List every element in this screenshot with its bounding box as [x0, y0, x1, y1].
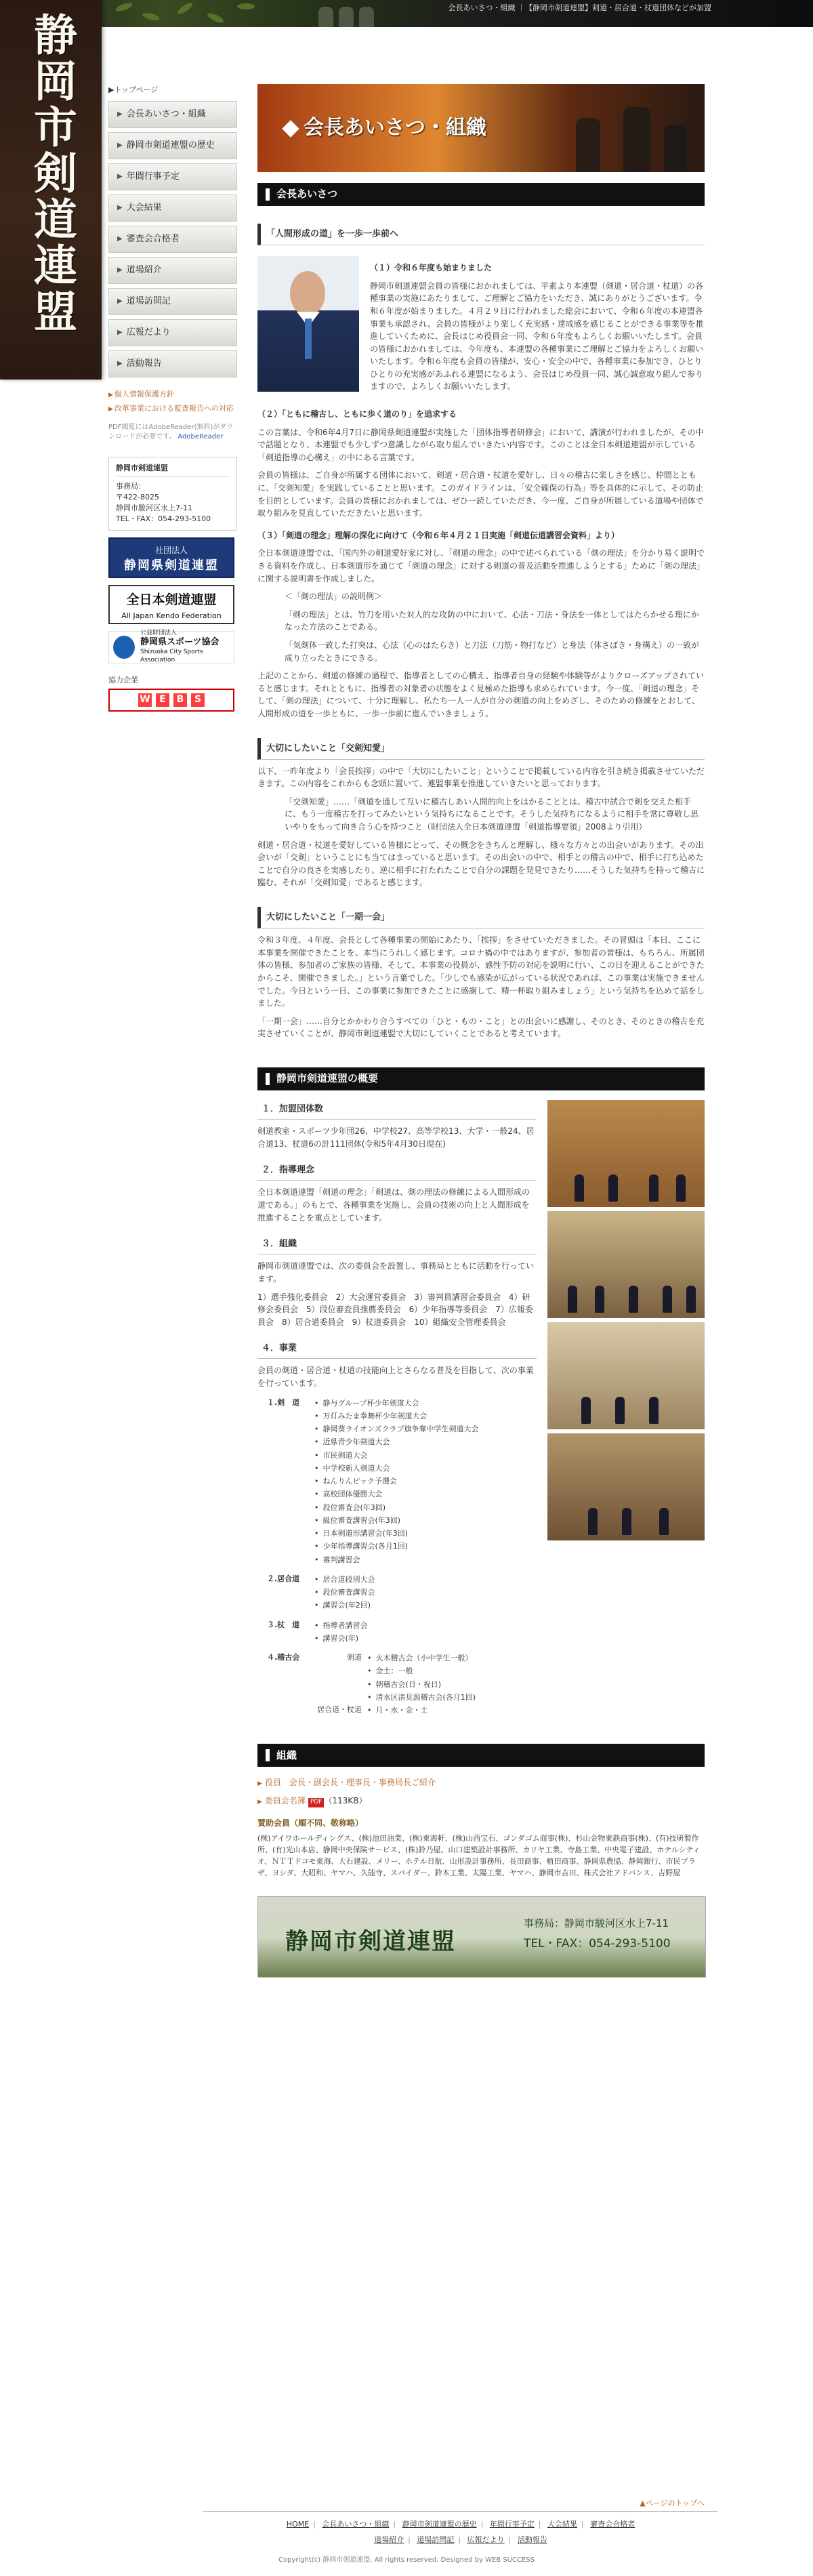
- greeting-intro-heading: （１）令和６年度も始まりました: [370, 263, 493, 273]
- sidebar-item-label: 広報だより: [126, 327, 171, 338]
- practice-photo: [547, 1100, 705, 1207]
- kendo-silhouette: [318, 7, 333, 27]
- arrow-right-icon: ▶: [117, 235, 123, 243]
- address-street: 静岡市駿河区水上7-11: [116, 503, 192, 512]
- logo-title[interactable]: 静岡市剣道連盟: [26, 12, 77, 335]
- list-item: • 少年指導講習会(各月1回): [314, 1540, 479, 1553]
- footer-link-home[interactable]: HOME: [286, 2520, 310, 2529]
- greeting-2b-text: 会員の皆様は、ご自身が所属する団体において、剣道・居合道・杖道を愛好し、日々の稽古に楽しさを感じ、仲間とともに、「交剣知愛」を実践していることと思います。このガイドラインは、「安全確保の行為」等を具体的に示して、その防止を目的としています。会員の皆様におかれましては、ぜひ一読していただき、今一度、ご自身が所属している道場や団体で取り組みを見直していただきたいと思います。: [257, 470, 704, 518]
- cherish-1b-text: 剣道・居合道・杖道を愛好している皆様にとって、その概念をきちんと理解し、様々な方々との出会いがあります。その出会いが「交剣」ということにも当てはまっていると思います。その出会いの中で、相手との稽古の中で、相手に打ち込めたことで自分の良さを実感したり、逆に相手に打たれたことで自分の課題を発見できたり……そうした気持ちを持って稽古に臨む、それが「交剣知愛」であると感じます。: [257, 840, 705, 888]
- list-item: • 金土：一般: [367, 1664, 476, 1677]
- audit-report-link[interactable]: ▶ 改革事業における監査報告への対応: [108, 403, 234, 413]
- footer-banner: [257, 1896, 706, 1978]
- address-tel: TEL・FAX：054-293-5100: [116, 514, 211, 523]
- sidebar-item-exam-passers[interactable]: [108, 226, 237, 253]
- quote-heading: ＜「剣の理法」の説明例＞: [285, 592, 383, 602]
- footer-banner-address: 事務局：静岡市駿河区水上7-11: [524, 1917, 669, 1930]
- list-item: • 審判講習会: [314, 1553, 479, 1566]
- sidebar-item-history[interactable]: [108, 132, 237, 159]
- pagetop-link[interactable]: ▲ページのトップへ: [640, 2499, 705, 2508]
- cherish-1-heading: 大切にしたいこと「交剣知愛」: [257, 738, 705, 760]
- leaf-decoration: [142, 12, 160, 22]
- leaf-decoration: [114, 1, 133, 13]
- hero-banner: [257, 84, 705, 172]
- greeting-3-heading: （３）「剣道の理念」理解の深化に向けて（令和６年４月２１日実施「剣道伝道講習会資料」より）: [257, 530, 620, 540]
- sidebar-item-label: 静岡市剣道連盟の歴史: [126, 140, 215, 150]
- address-title: 静岡市剣道連盟: [116, 463, 230, 477]
- kendo-silhouette: [359, 7, 374, 27]
- list-item: • 中学校新人剣道大会: [314, 1462, 479, 1475]
- site-logo[interactable]: [0, 0, 102, 380]
- sidebar-item-label: 大会結果: [126, 202, 162, 213]
- arrow-right-icon: ▶: [117, 360, 123, 368]
- footer-nav: HOME | 会長あいさつ・組織 | 静岡市剣道連盟の歴史 | 年間行事予定 | 大会結果 | 審査会合格者 道場紹介 | 道場訪問記 | 広報だより | 活動報告: [203, 2511, 718, 2550]
- shizuoka-pref-kendo-banner[interactable]: 社団法人 静岡県剣道連盟: [108, 537, 234, 578]
- sponsor-list: (株)アイワホールディングス、(株)池田油業、(株)東海軒、(株)山西宝石、ゴンダゴム商事(株)、杉山金物東鉄商事(株)、(有)技研製作所、(有)光山本店、静岡中央保険サービス、(株)鈴乃屋、山口建築設計事務所、カリヤ工業、寺島工業、中央電子建設、ホテルシティオ、ＮＴＴドコモ東海、大石建設、メリー、ホテル日航、山形設計事務所、長田商事、植田商事、静岡県農協、静岡銀行、市民プラザ、ヨシダ、大昭和、ヤマハ、久能寺、スパイダー、鈴木工業、太陽工業、ヤマハ、静岡市吉田、株式会社アドバンス、吉野屋: [257, 1833, 701, 1877]
- arrow-right-icon: ▶: [117, 142, 123, 150]
- list-item: • 日本剣道形講習会(年3回): [314, 1527, 479, 1540]
- activity-group-iaido: ２.居合道 • 居合道段別大会 • 段位審査講習会 • 講習会(年2回): [257, 1573, 537, 1612]
- triangle-right-icon: ▶: [108, 405, 113, 413]
- footer-link-newsletter[interactable]: 広報だより: [467, 2535, 505, 2545]
- page-title: 会長あいさつ・組織: [285, 113, 486, 144]
- activity-group-jodo: ３.杖 道 • 指導者講習会 • 講習会(年): [257, 1619, 537, 1645]
- list-item: • 段位審査講習会: [314, 1586, 375, 1599]
- address-office: 事務局：: [116, 481, 146, 491]
- list-item: • 指導者講習会: [314, 1619, 368, 1632]
- activity-group-keiko: ４.稽古会 剣道 • 火木稽古会（小中学生一般） • 金土：一般 • 朝稽古会(日・祝日) • 清水区清見潟稽古会(各月1回) 居合道・杖道 • 月・水・金・土: [257, 1652, 537, 1717]
- list-item: • 静岡葵ライオンズクラブ旗争奪中学生剣道大会: [314, 1423, 479, 1435]
- section-mark-icon: [266, 1073, 270, 1085]
- sidebar-toppage-link[interactable]: ▶トップページ: [108, 85, 159, 94]
- cherish-2-text: 令和３年度、４年度、会長として各種事業の開始にあたり、「挨拶」をさせていただきました。その冒頭は「本日、ここに本事業を開催できたことを、本当にうれしく感じます。コロナ禍の中ではありますが、参加者の皆様は、もちろん、所属団体の皆様、参加者のご家族の皆様、そして、本事業の役員が、感性予防の対応を説明に行い、この日を迎えることができたからこそ、開催できました。」という言葉でした。「少しでも感染が広がっている状況であれば、この事業は実施できませんでした。今日という一日、この事業に参加できたことに感謝して、精一杯取り組みましょう」という気持ちを込めて話をしました。: [257, 935, 705, 1008]
- cherish-2b-text: 「一期一会」……自分とかかわり合うすべての「ひと・もの・こと」との出会いに感謝し、そのとき、そのときの稽古を充実させていくことが、静岡市剣道連盟で大切にしていくことであると考えています。: [257, 1016, 705, 1039]
- list-item: • 朝稽古会(日・祝日): [367, 1678, 476, 1691]
- list-item: • 月・水・金・土: [367, 1704, 428, 1717]
- practice-photo: [547, 1322, 705, 1429]
- adobe-reader-link[interactable]: AdobeReader: [178, 432, 224, 441]
- overview-photos: [547, 1100, 705, 1723]
- kendo-silhouette: [339, 7, 354, 27]
- sports-association-banner[interactable]: 公益財団法人 静岡県スポーツ協会 Shizuoka City Sports Association: [108, 631, 234, 663]
- sidebar-item-label: 道場訪問記: [126, 295, 171, 306]
- overview-2-text: 全日本剣道連盟「剣道の理念」「剣道は、剣の理法の修練による人間形成の道である。」のもとで、各種事業を実施し、会員の技術の向上と人間形成を推進することを重点としています。: [257, 1187, 530, 1223]
- list-item: • 高校団体優勝大会: [314, 1488, 479, 1500]
- arrow-right-icon: ▶: [117, 173, 123, 181]
- copyright: Copyright(c) 静岡市剣道連盟. All rights reserved. Designed by WEB SUCCESS: [278, 2556, 535, 2564]
- sidebar: [108, 84, 237, 712]
- activity-group-kendo: １.剣 道 • 静与グループ杯少年剣道大会 • 万灯みたま拳舞杯少年剣道大会 • 静岡葵ライオンズクラブ旗争奪中学生剣道大会 • 近県青少年剣道大会 • 市民剣道大会 • 中学校新人剣道大会 • ねんりんピック予選会 • 高校団体優勝大会 • 段位審査会(年3回) • 級位審査講習会(年3回) • 日本剣道形講習会(年3回) • 少年指導講習会(各月1回) • 審判講習会: [257, 1397, 537, 1566]
- greeting-3-text: 全日本剣道連盟では、「国内外の剣道愛好家に対し、「剣道の理念」の中で述べられている「剣の理法」を分かり易く説明できる資料を作成し、日本剣道形を通じて「剣道の理念」に対する剣道の普及活動を推進しようとする」ために「剣の理法」に関する説明書を作成しました。: [257, 548, 705, 584]
- footer-link-schedule[interactable]: 年間行事予定: [489, 2520, 535, 2529]
- coop-label: 協力企業: [108, 675, 138, 684]
- list-item: • 段位審査会(年3回): [314, 1501, 479, 1514]
- org-section-bar: 組織: [257, 1744, 705, 1767]
- list-item: • ねんりんピック予選会: [314, 1475, 479, 1488]
- kendo-figure: [664, 125, 687, 172]
- leaf-decoration: [206, 12, 224, 24]
- greeting-heading: 「人間形成の道」を一歩一歩前へ: [257, 224, 705, 245]
- list-item: • 市民剣道大会: [314, 1449, 479, 1462]
- sidebar-item-newsletter[interactable]: [108, 319, 237, 346]
- footer-link-exam-passers[interactable]: 審査会合格者: [590, 2520, 635, 2529]
- webs-banner[interactable]: W E B S: [108, 689, 234, 712]
- list-item: • 講習会(年2回): [314, 1599, 375, 1612]
- list-item: • 火木稽古会（小中学生一般）: [367, 1652, 476, 1664]
- footer-banner-name: 静岡市剣道連盟: [285, 1928, 456, 1956]
- list-item: • 級位審査講習会(年3回): [314, 1514, 479, 1527]
- header-tagline: 会長あいさつ・組織 ｜【静岡市剣道連盟】剣道・居合道・杖道団体などが加盟: [448, 3, 711, 12]
- cherish-1-quote: 「交剣知愛」……「剣道を通して互いに稽古しあい人間的向上をはかることとは、稽古中試合で剣を交えた相手に、もう一度稽古を打ってみたいという気持ちになることです。そうした気持ちになるように相手を常に尊敬し思いやりをもって向き合う心を持つこと（財団法人全日本剣道連盟「剣道指導要領」2008より引用）: [285, 796, 699, 832]
- footer-link-history[interactable]: 静岡市剣道連盟の歴史: [402, 2520, 477, 2529]
- sidebar-item-label: 会長あいさつ・組織: [126, 108, 206, 119]
- triangle-right-icon: ▶: [257, 1780, 262, 1788]
- list-item: • 清水区清見潟稽古会(各月1回): [367, 1691, 476, 1704]
- cherish-1-text: 以下、一昨年度より「会長挨拶」の中で「大切にしたいこと」ということで掲載している内容を引き続き掲載させていただきます。この内容をこれからも念頭に置いて、連盟事業を推進していきたいと思っております。: [257, 766, 705, 789]
- header-banner: [0, 0, 813, 27]
- greeting-section-bar: 会長あいさつ: [257, 183, 705, 206]
- quote-text: 「気剣体一致した打突は、心法（心のはたらき）と刀法（刀筋・物打など）と身法（体さばき・身構え）の一致が成り立ったときにできる。: [285, 640, 700, 663]
- overview-3-list: 1）選手強化委員会 2）大会運営委員会 3）審判員講習会委員会 4）研修会委員会 5）段位審査員推薦委員会 6）少年指導等委員会 7）広報委員会 8）居合道委員会 9）杖道委員会 10）組織安全管理委員会: [257, 1292, 533, 1327]
- greeting-2-heading: （２）「ともに稽古し、ともに歩く道のり」を追求する: [257, 409, 457, 420]
- greeting-3b-text: 上記のことから、剣道の修練の過程で、指導者としての心構え、指導者自身の経験や体験等がよりクローズアップされていると感じます。それとともに、指導者の対象者の状態をよく見極めた指導も求められています。今一度、「剣道の理念」そして、「剣の理法」について、十分に理解し、私たち一人一人が自分の剣道の向上をめざし、そのための修練をとおして、人間形成の道を一歩ともに、一歩一歩前に進んでいきましょう。: [257, 671, 705, 718]
- sidebar-item-dojo[interactable]: [108, 257, 237, 284]
- triangle-right-icon: ▶: [257, 1799, 262, 1806]
- sidebar-item-results[interactable]: [108, 195, 237, 222]
- sports-association-logo-icon: [113, 636, 135, 659]
- officers-link[interactable]: ▶ 役員 会長・副会長・理事長・事務局長ご紹介: [257, 1778, 436, 1788]
- address-box: [108, 457, 237, 531]
- list-item: • 静与グループ杯少年剣道大会: [314, 1397, 479, 1410]
- quote-text: 「剣の理法」とは、竹刀を用いた対人的な攻防の中において、心法・刀法・身法を一体としてはたらかせる理にかなった方法のことである。: [285, 609, 699, 632]
- overview-4-heading: ４．事業: [257, 1339, 537, 1359]
- section-mark-icon: [266, 188, 270, 201]
- sidebar-item-greeting[interactable]: [108, 101, 237, 128]
- greeting-intro: [257, 256, 705, 398]
- committee-list-link[interactable]: ▶ 委員会名簿 PDF （113KB）: [257, 1795, 705, 1807]
- sidebar-item-label: 年間行事予定: [126, 171, 180, 182]
- list-item: • 近県青少年剣道大会: [314, 1435, 479, 1448]
- practice-photo: [547, 1211, 705, 1318]
- main-content: [257, 84, 705, 1978]
- sidebar-item-label: 審査会合格者: [126, 233, 180, 244]
- leaf-decoration: [237, 3, 255, 9]
- activities-table: [257, 1397, 537, 1717]
- practice-photo: [547, 1433, 705, 1540]
- kendo-figure: [576, 118, 600, 172]
- diamond-icon: [282, 120, 299, 137]
- pdf-note: PDF閲覧にはAdobeReader(無料)がダウンロードが必要です。 AdobeReader: [108, 423, 234, 441]
- footer-link-activity[interactable]: 活動報告: [517, 2535, 547, 2545]
- president-photo: [257, 256, 359, 392]
- arrow-right-icon: ▶: [117, 110, 123, 119]
- cherish-2-heading: 大切にしたいこと「一期一会」: [257, 907, 705, 928]
- footer-link-dojo-visit[interactable]: 道場訪問記: [417, 2535, 455, 2545]
- footer-banner-tel: TEL・FAX：054-293-5100: [524, 1937, 671, 1951]
- sidebar-links: [108, 388, 237, 415]
- leaf-decoration: [176, 1, 194, 16]
- overview-3-text: 静岡市剣道連盟では、次の委員会を設置し、事務局とともに活動を行っています。: [257, 1261, 535, 1284]
- list-item: • 講習会(年): [314, 1632, 368, 1645]
- kendo-figure: [623, 107, 650, 172]
- address-zip: 〒422-8025: [116, 492, 159, 502]
- footer-link-greeting[interactable]: 会長あいさつ・組織: [322, 2520, 390, 2529]
- overview-section-bar: 静岡市剣道連盟の概要: [257, 1067, 705, 1090]
- sidebar-item-schedule[interactable]: [108, 163, 237, 190]
- greeting-2-text: この言葉は、令和6年4月7日に静岡県剣道連盟が実施した「団体指導者研修会」において、講演が行われましたが、その中で話題となり、本連盟でも少しずつ意識しながら取り組んでいきたい内容です。このことは全日本剣道連盟が示している「剣道指導の心構え」の中にある言葉です。: [257, 427, 704, 462]
- sidebar-item-dojo-visit[interactable]: [108, 288, 237, 315]
- sidebar-item-label: 活動報告: [126, 358, 162, 369]
- overview-4-text: 会員の剣道・居合道・杖道の技能向上とさらなる普及を目指して、次の事業を行っています。: [257, 1366, 534, 1389]
- overview-row: [257, 1100, 705, 1723]
- list-item: • 居合道段別大会: [314, 1573, 375, 1586]
- arrow-right-icon: ▶: [117, 298, 123, 306]
- footer-link-results[interactable]: 大会結果: [547, 2520, 578, 2529]
- section-mark-icon: [266, 1749, 270, 1761]
- arrow-right-icon: ▶: [117, 329, 123, 337]
- overview-2-heading: ２．指導理念: [257, 1161, 537, 1181]
- triangle-right-icon: ▶: [108, 392, 113, 399]
- arrow-right-icon: ▶: [117, 204, 123, 212]
- sponsor-heading: 賛助会員（順不同、敬称略）: [257, 1818, 364, 1828]
- privacy-policy-link[interactable]: ▶ 個人情報保護方針: [108, 390, 174, 399]
- pdf-icon: PDF: [308, 1798, 325, 1807]
- greeting-intro-text: 静岡市剣道連盟会員の皆様におかれましては、平素より本連盟（剣道・居合道・杖道）の各種事業の実施にあたりまして、ご理解とご協力をいただき、誠にありがとうございます。令和６年度が始まりました。４月２９日に行われました総会において、令和６年度の本連盟各事業も承認され、会員の皆様がより楽しく充実感・達成感を感じることができる事業等を推進していくために、会長はじめ役員会一同、令和６年度もよろしくお願いいたします。会員の皆様におかれましては、今年度も、本連盟の各種事業にご理解とご協力をよろしくお願いいたします。令和６年度も会員の皆様が、安心・安全の中で、各種事業に参加でき、ひとりひとりの充実感があふれる連盟になるよう、会長はじめ役員一同、誠心誠意取り組んで参りますので、よろしくお願いいたします。: [370, 281, 704, 392]
- sidebar-item-label: 道場紹介: [126, 264, 162, 275]
- arrow-right-icon: ▶: [117, 266, 123, 274]
- sidebar-item-activity[interactable]: [108, 350, 237, 377]
- footer-link-dojo[interactable]: 道場紹介: [374, 2535, 404, 2545]
- all-japan-kendo-banner[interactable]: 全日本剣道連盟 All Japan Kendo Federation: [108, 585, 234, 624]
- list-item: • 万灯みたま拳舞杯少年剣道大会: [314, 1410, 479, 1423]
- overview-3-heading: ３．組織: [257, 1235, 537, 1254]
- overview-1-text: 剣道教室・スポーツ少年団26、中学校27、高等学校13、大学・一般24、居合道13、杖道6の計111団体(令和5年4月30日現在): [257, 1126, 535, 1149]
- overview-1-heading: １．加盟団体数: [257, 1100, 537, 1120]
